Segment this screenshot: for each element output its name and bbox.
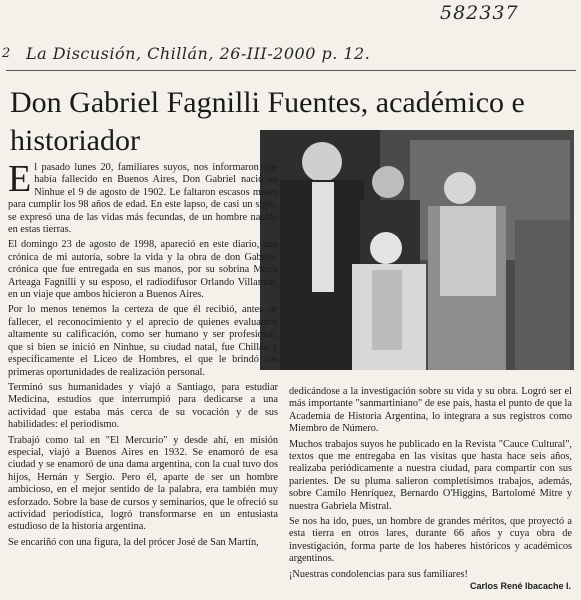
paragraph: Terminó sus humanidades y viajó a Santiago, para estudiar Medicina, estudios que interrumpió para dedicarse a una actividad que estaba más cerca de su vocación y de sus habilidades: el periodismo. bbox=[8, 381, 278, 431]
header-rule bbox=[6, 70, 576, 71]
paragraph: El pasado lunes 20, familiares suyos, nos informaron que había fallecido en Buenos Aires, Don Gabriel nació en Ninhue el 9 de agosto de 1902. Le faltaron escasos meses para cumplir los 98 años de edad. En este lapso, de casi un siglo, se expresó una de las vidas más fecundas, de un hombre nacido en estas tierras. bbox=[8, 158, 278, 236]
page-marker: 2 bbox=[2, 46, 11, 61]
paragraph: ¡Nuestras condolencias para sus familiares! bbox=[289, 568, 468, 580]
paragraph: Se nos ha ido, pues, un hombre de grandes méritos, que proyectó a esta tierra en otros lares, durante 66 años y cuya obra de investigación, forma parte de los haberes históricos y académicos argentinos. bbox=[289, 516, 572, 565]
drop-cap: E bbox=[8, 158, 32, 200]
source-line: La Discusión, Chillán, 26-III-2000 p. 12. bbox=[26, 44, 371, 63]
article-column-2 bbox=[289, 386, 572, 584]
paragraph: Trabajó como tal en "El Mercurio" y desde ahí, en misión especial, viajó a Buenos Aires en 1932. Se enamoró de esa ciudad y se enamoró de una dama argentina, con la cual tuvo dos hijos, Hernán y Sergio. Pero él, aparte de ser un hombre ambicioso, en el mejor sentido de la palabra, era también muy esforzado. Sobre la base de cursos y seminarios, que le ofreció su actividad periodística, logró transformarse en un entusiasta estudioso de la historia argentina. bbox=[8, 434, 278, 533]
article-title: Don Gabriel Fagnilli Fuentes, académico e historiador bbox=[10, 86, 525, 157]
author-byline: Carlos René Ibacache I. bbox=[470, 581, 572, 591]
paragraph: Por lo menos tenemos la certeza de que él recibió, antes de fallecer, el reconocimiento y el aprecio de quienes evaluamos altamente su calificación, como ser humano y ser profesional, que si bien se inició en Ninhue, su ciudad natal, fue Chillán y específicamente el Liceo de Hombres, el que le brindó sus primeras oportunidades de realización personal. bbox=[8, 304, 278, 378]
photo-illustration bbox=[260, 130, 574, 370]
paragraph: Muchos trabajos suyos he publicado en la Revista "Cauce Cultural", textos que me entregaba en las visitas que hasta hace seis años, realizaba periódicamente a nuestra ciudad, para compartir con sus parientes. De su pluma salieron completísimos trabajos, además, sobre Camilo Henríquez, Bernardo O'Higgins, Bartolomé Mitre y nuestra Gabriela Mistral. bbox=[289, 438, 572, 512]
article-photo bbox=[260, 130, 574, 370]
catalog-code: 582337 bbox=[440, 2, 519, 24]
paragraph: El domingo 23 de agosto de 1998, apareció en este diario, una crónica de mi autoría, sobre la vida y la obra de don Gabriel, crónica que fue entregada en sus manos, por su sobrina María Arteaga Fagnilli y su esposo, el radiodifusor Orlando Villamán, en un viaje que ambos hicieron a Buenos Aires. bbox=[8, 239, 278, 301]
article-column-1 bbox=[8, 158, 278, 552]
paragraph: Se encariñó con una figura, la del prócer José de San Martín, bbox=[8, 536, 259, 548]
paragraph: dedicándose a la investigación sobre su vida y su obra. Logró ser el más importante "sanmartiniano" de ese país, hasta el punto de que la Academia de Historia Argentina, lo integrara a sus registros como Miembro de Número. bbox=[289, 386, 572, 435]
